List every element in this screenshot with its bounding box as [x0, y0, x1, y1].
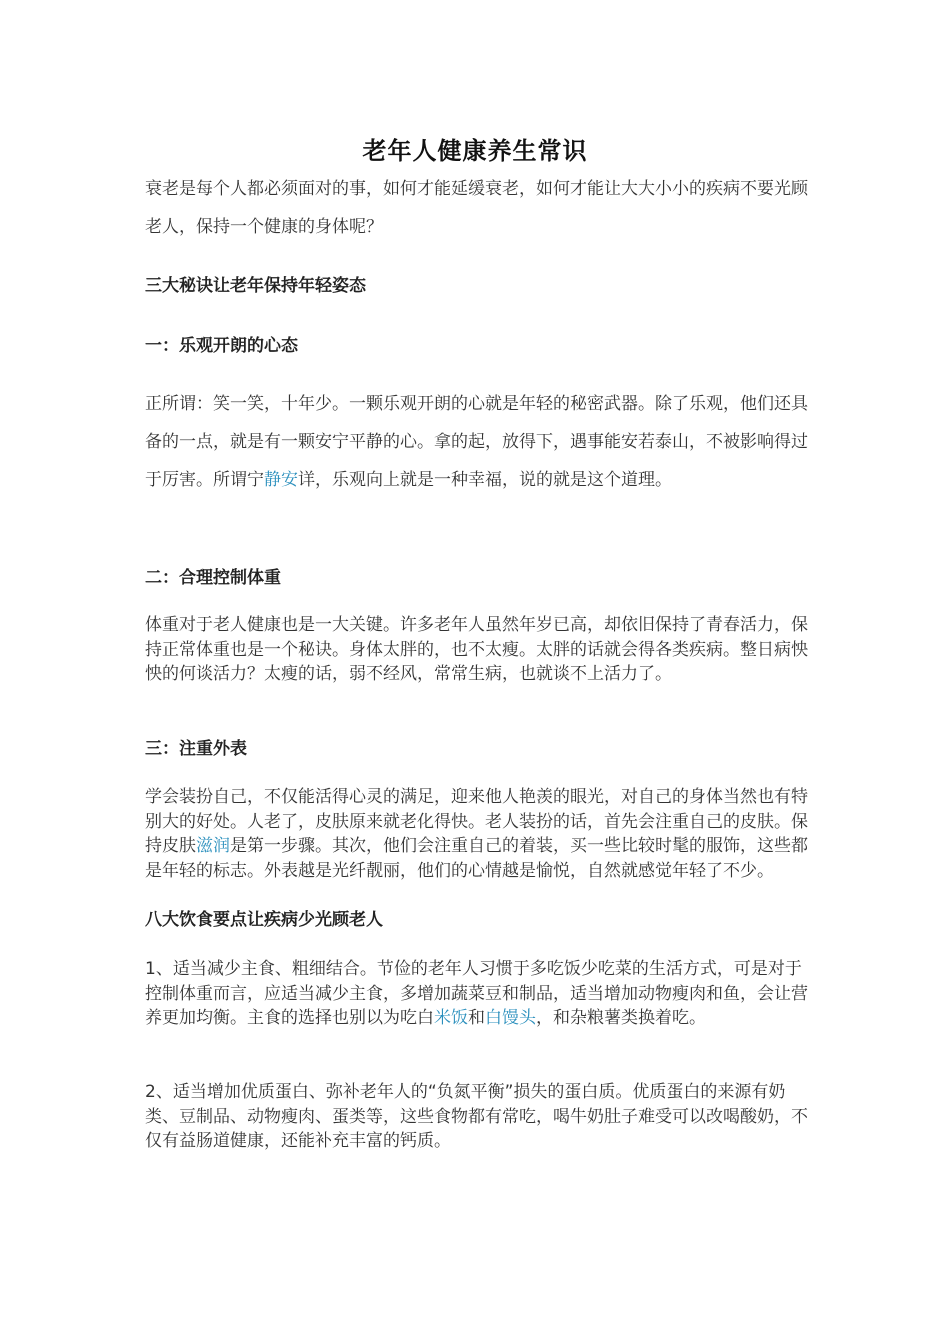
paragraph-text: 和 — [468, 1008, 485, 1028]
paragraph-appearance — [145, 785, 810, 883]
paragraph-optimism — [145, 385, 810, 499]
section-heading-diet: 八大饮食要点让疾病少光顾老人 — [145, 910, 383, 930]
link-zirun[interactable]: 滋润 — [196, 836, 230, 856]
paragraph-weight: 体重对于老人健康也是一大关键。许多老年人虽然年岁已高，却依旧保持了青春活力，保持正常体重也是一个秘诀。身体太胖的，也不太瘦。太胖的话就会得各类疾病。整日病怏怏的何谈活力？太瘦的话，弱不经风，常常生病，也就谈不上活力了。 — [145, 615, 808, 684]
subheading-weight: 二：合理控制体重 — [145, 568, 281, 588]
subheading-appearance: 三：注重外表 — [145, 739, 247, 759]
section-heading-secrets: 三大秘诀让老年保持年轻姿态 — [145, 276, 366, 296]
link-bai-mantou[interactable]: 白馒头 — [485, 1008, 536, 1028]
link-jingan[interactable]: 静安 — [264, 470, 298, 490]
paragraph-text: 正所谓：笑一笑，十年少。一颗乐观开朗的心就是年轻的秘密武器。除了乐观，他们还具备的一点，就是有一颗安宁平静的心。拿的起，放得下，遇事能安若泰山，不被影响得过于厉害。所谓宁 — [145, 394, 808, 490]
paragraph-diet-2: 2、适当增加优质蛋白、弥补老年人的“负氮平衡”损失的蛋白质。优质蛋白的来源有奶类、豆制品、动物瘦肉、蛋类等，这些食物都有常吃，喝牛奶肚子难受可以改喝酸奶，不仅有益肠道健康，还能补充丰富的钙质。 — [145, 1082, 808, 1151]
paragraph-text: 学会装扮自己，不仅能活得心灵的满足，迎来他人艳羡的眼光，对自己的身体当然也有特别大的好处。人老了，皮肤原来就老化得快。老人装扮的话，首先会注重自己的皮肤。保持皮肤 — [145, 787, 808, 856]
document-title: 老年人健康养生常识 — [362, 137, 588, 165]
subheading-optimism: 一：乐观开朗的心态 — [145, 336, 298, 356]
paragraph-text: 是第一步骤。其次，他们会注重自己的着装，买一些比较时髦的服饰，这些都是年轻的标志。外表越是光纤靓丽，他们的心情越是愉悦，自然就感觉年轻了不少。 — [145, 836, 808, 881]
paragraph-text: 1、适当减少主食、粗细结合。节俭的老年人习惯于多吃饭少吃菜的生活方式，可是对于控制体重而言，应适当减少主食，多增加蔬菜豆和制品，适当增加动物瘦肉和鱼，会让营养更加均衡。主食的选择也别以为吃白 — [145, 959, 808, 1028]
link-mifan[interactable]: 米饭 — [434, 1008, 468, 1028]
paragraph-diet-1 — [145, 957, 810, 1031]
paragraph-text: 详，乐观向上就是一种幸福，说的就是这个道理。 — [298, 470, 672, 490]
intro-paragraph: 衰老是每个人都必须面对的事，如何才能延缓衰老，如何才能让大大小小的疾病不要光顾老人，保持一个健康的身体呢？ — [145, 179, 808, 237]
paragraph-text: ，和杂粮薯类换着吃。 — [536, 1008, 706, 1028]
